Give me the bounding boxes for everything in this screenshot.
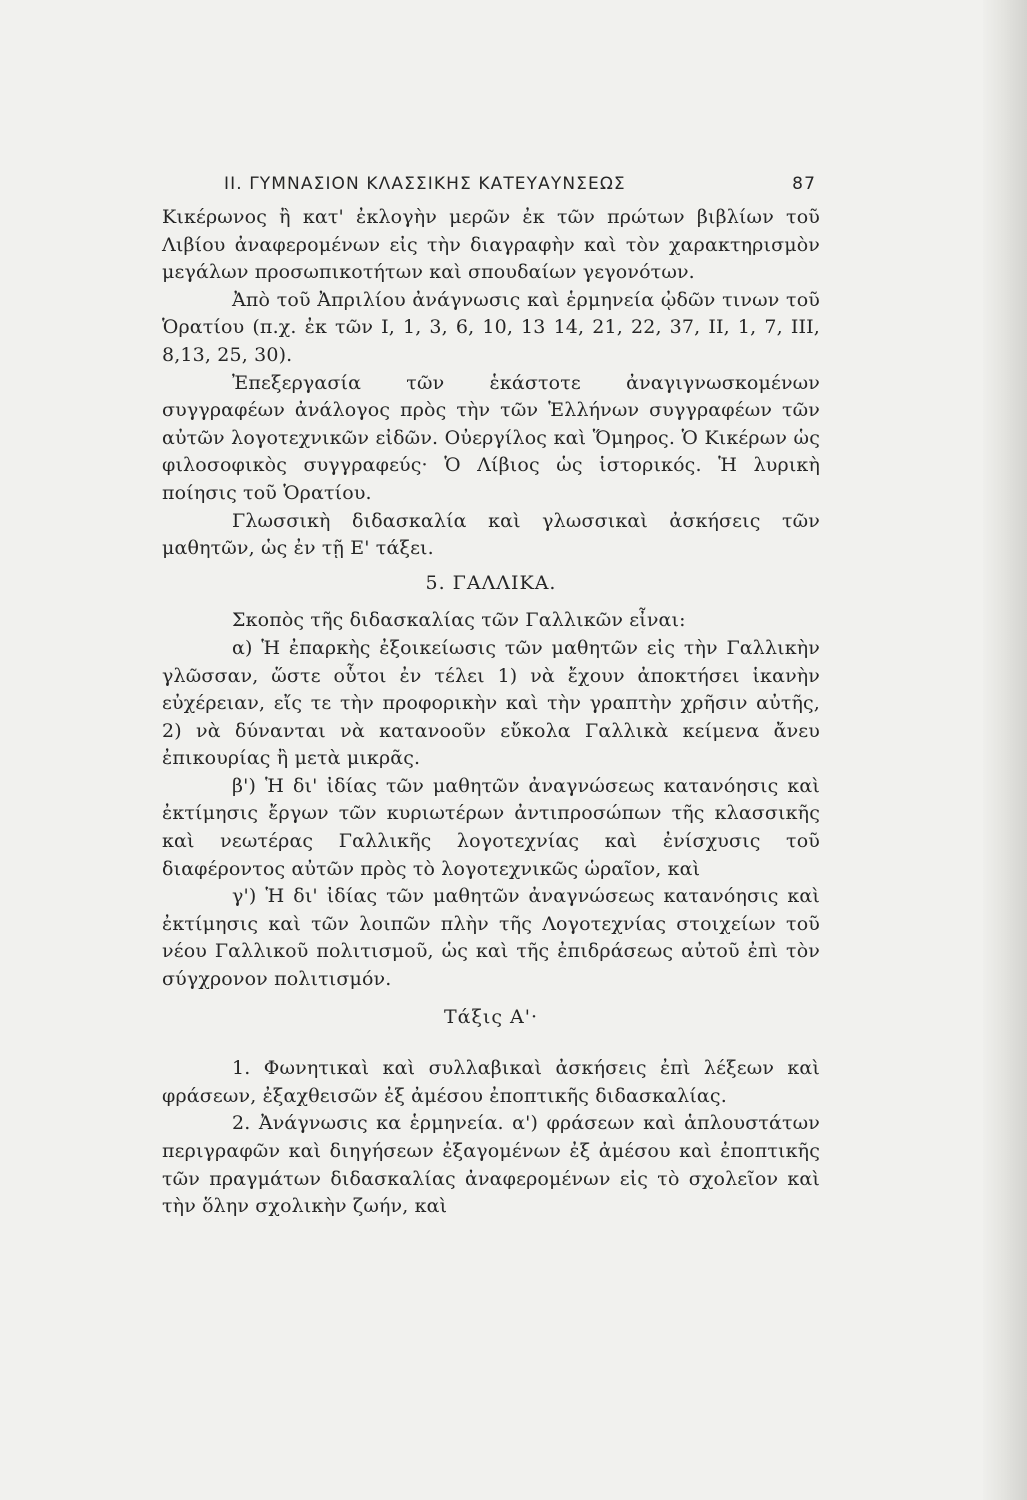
class-item: 2. Ἀνάγνωσις κα ἑρμηνεία. α') φράσεων καὶ ἁπλουστάτων περιγραφῶν καὶ διηγήσεων ἐξαγομένων ἐξ ἀμέσου καὶ ἐποπτικῆς τῶν πραγμάτων διδασκαλίας ἀναφερομένων εἰς τὸ σχολεῖον καὶ τὴν ὅλην σχολικὴν ζωήν, καὶ xyxy=(162,1112,820,1218)
paragraph: Κικέρωνος ἢ κατ' ἐκλογὴν μερῶν ἐκ τῶν πρώτων βιβλίων τοῦ Λιβίου ἀναφερομένων εἰς τὴν διαγραφὴν καὶ τὸν χαρακτηρισμὸν μεγάλων προσωπικοτήτων καὶ σπουδαίων γεγονότων. xyxy=(162,206,820,284)
book-page xyxy=(162,174,820,1221)
goal-item: γ') Ἡ δι' ἰδίας τῶν μαθητῶν ἀναγνώσεως κατανόησις καὶ ἐκτίμησις καὶ τῶν λοιπῶν πλὴν τῆς Λογοτεχνίας στοιχείων τοῦ νέου Γαλλικοῦ πολιτισμοῦ, ὡς καὶ τῆς ἐπιδράσεως αὐτοῦ ἐπὶ τὸν σύγχρονον πολιτισμόν. xyxy=(162,885,820,991)
goal-item: α) Ἡ ἐπαρκὴς ἐξοικείωσις τῶν μαθητῶν εἰς τὴν Γαλλικὴν γλῶσσαν, ὥστε οὗτοι ἐν τέλει 1) νὰ ἔχουν ἀποκτήσει ἱκανὴν εὐχέρειαν, εἴς τε τὴν προφορικὴν καὶ τὴν γραπτὴν χρῆσιν αὐτῆς, 2) νὰ δύνανται νὰ κατανοοῦν εὔκολα Γαλλικὰ κείμενα ἄνευ ἐπικουρίας ἢ μετὰ μικρᾶς. xyxy=(162,636,820,770)
class-item: 1. Φωνητικαὶ καὶ συλλαβικαὶ ἀσκήσεις ἐπὶ λέξεων καὶ φράσεων, ἐξαχθεισῶν ἐξ ἀμέσου ἐποπτικῆς διδασκαλίας. xyxy=(162,1057,820,1107)
paragraph: Ἀπὸ τοῦ Ἀπριλίου ἀνάγνωσις καὶ ἑρμηνεία ᾠδῶν τινων τοῦ Ὁρατίου (π.χ. ἐκ τῶν Ι, 1, 3, 6, 10, 13 14, 21, 22, 37, ΙΙ, 1, 7, ΙΙΙ, 8,13, 25, 30). xyxy=(162,288,820,366)
page-edge-shadow xyxy=(983,0,1027,1500)
section-intro: Σκοπὸς τῆς διδασκαλίας τῶν Γαλλικῶν εἶναι: xyxy=(232,609,686,632)
section-heading: 5. ΓΑΛΛΙΚΑ. xyxy=(425,571,557,594)
running-head-title: II. ΓΥΜΝΑΣΙΟΝ ΚΛΑΣΣΙΚΗΣ ΚΑΤΕΥΑΥΝΣΕΩΣ xyxy=(224,174,626,194)
body-text xyxy=(162,204,820,1221)
page-number: 87 xyxy=(792,174,816,194)
class-heading: Τάξις Α'· xyxy=(443,1005,539,1028)
goal-item: β') Ἡ δι' ἰδίας τῶν μαθητῶν ἀναγνώσεως κατανόησις καὶ ἐκτίμησις ἔργων τῶν κυριωτέρων ἀντιπροσώπων τῆς κλασσικῆς καὶ νεωτέρας Γαλλικῆς λογοτεχνίας καὶ ἐνίσχυσις τοῦ διαφέροντος αὐτῶν πρὸς τὸ λογοτεχνικῶς ὡραῖον, καὶ xyxy=(162,774,820,880)
running-head xyxy=(224,174,816,204)
paragraph: Γλωσσικὴ διδασκαλία καὶ γλωσσικαὶ ἀσκήσεις τῶν μαθητῶν, ὡς ἐν τῇ Ε' τάξει. xyxy=(162,509,820,560)
paragraph: Ἐπεξεργασία τῶν ἑκάστοτε ἀναγιγνωσκομένων συγγραφέων ἀνάλογος πρὸς τὴν τῶν Ἑλλήνων συγγραφέων τῶν αὐτῶν λογοτεχνικῶν εἰδῶν. Οὐεργίλος καὶ Ὅμηρος. Ὁ Κικέρων ὡς φιλοσοφικὸς συγγραφεύς· Ὁ Λίβιος ὡς ἱστορικός. Ἡ λυρικὴ ποίησις τοῦ Ὁρατίου. xyxy=(162,371,820,504)
